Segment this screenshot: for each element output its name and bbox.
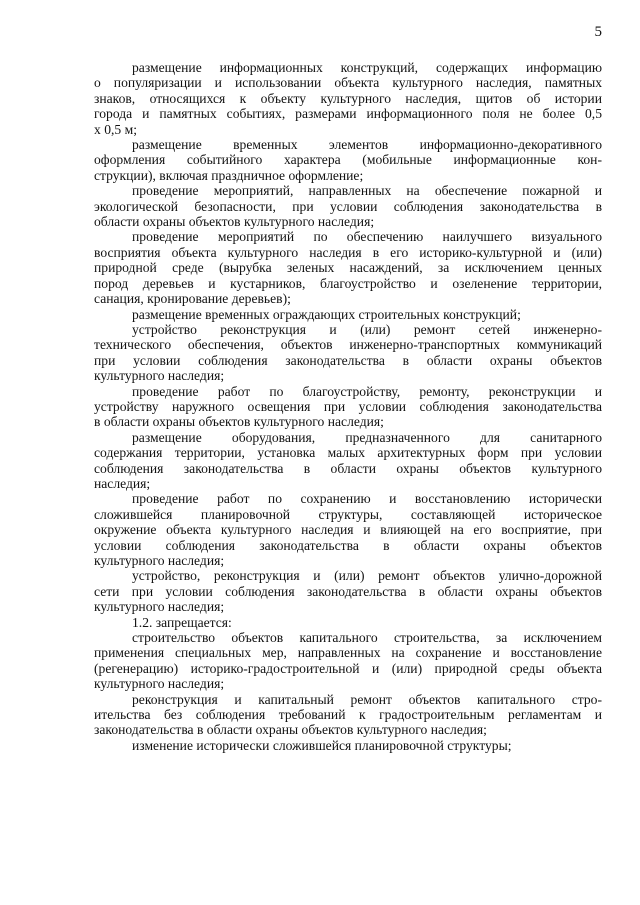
text-line: культурного наследия; bbox=[94, 676, 225, 692]
text-line: (регенерацию) историко-градостроительной и (или) природной среды объекта bbox=[94, 660, 602, 676]
text-line: природной среде (вырубка зеленых насаждений, за исключением ценных bbox=[94, 260, 602, 276]
text-line: изменение исторически сложившейся планировочной структуры; bbox=[132, 737, 512, 753]
paragraph bbox=[94, 491, 602, 568]
text-line: пород деревьев и кустарников, благоустройство и озеленение территории, bbox=[94, 275, 602, 291]
paragraph bbox=[94, 568, 602, 614]
text-line: строительство объектов капитального строительства, за исключением bbox=[132, 630, 602, 646]
text-line: размещение временных ограждающих строительных конструкций; bbox=[132, 306, 521, 322]
text-line: проведение мероприятий по обеспечению наилучшего визуального bbox=[132, 229, 602, 245]
paragraph bbox=[94, 307, 602, 322]
text-line: проведение мероприятий, направленных на обеспечение пожарной и bbox=[132, 183, 602, 199]
text-line: области охраны объектов культурного наследия; bbox=[94, 214, 375, 230]
paragraph bbox=[94, 60, 602, 137]
text-line: устройство реконструкция и (или) ремонт сетей инженерно- bbox=[132, 321, 602, 337]
text-line: ительства без соблюдения требований к градостроительным регламентам и bbox=[94, 707, 602, 723]
text-line: размещение временных элементов информационно-декоративного bbox=[132, 137, 602, 153]
text-line: о популяризации и использовании объекта культурного наследия, памятных bbox=[94, 75, 602, 91]
paragraph bbox=[94, 738, 602, 753]
text-line: восприятия объекта культурного наследия в его историко-культурной и (или) bbox=[94, 244, 602, 260]
page-number: 5 bbox=[594, 24, 602, 40]
text-line: х 0,5 м; bbox=[94, 121, 137, 137]
paragraph bbox=[94, 322, 602, 384]
text-line: санация, кронирование деревьев); bbox=[94, 291, 291, 307]
text-line: наследия; bbox=[94, 475, 151, 491]
text-line: культурного наследия; bbox=[94, 553, 225, 568]
paragraph bbox=[94, 430, 602, 492]
document-body bbox=[94, 60, 602, 753]
text-line: в области охраны объектов культурного наследия; bbox=[94, 414, 384, 430]
paragraph bbox=[94, 137, 602, 183]
text-line: знаков, относящихся к объекту культурного наследия, щитов об истории bbox=[94, 90, 602, 106]
text-line: содержания территории, установка малых архитектурных форм при условии bbox=[94, 445, 602, 461]
paragraph bbox=[94, 630, 602, 692]
paragraph bbox=[94, 615, 602, 630]
text-line: сложившейся планировочной структуры, составляющей историческое bbox=[94, 506, 602, 522]
text-line: проведение работ по сохранению и восстановлению исторически bbox=[132, 491, 602, 507]
text-line: экологической безопасности, при условии соблюдения законодательства в bbox=[94, 198, 602, 214]
text-line: реконструкция и капитальный ремонт объектов капитального стро- bbox=[132, 691, 602, 707]
text-line: культурного наследия; bbox=[94, 368, 225, 384]
text-line: условии соблюдения законодательства в области охраны объектов bbox=[94, 537, 602, 553]
text-line: при условии соблюдения законодательства в области охраны объектов bbox=[94, 352, 602, 368]
text-line: окружение объекта культурного наследия и влияющей на его восприятие, при bbox=[94, 522, 602, 538]
paragraph bbox=[94, 183, 602, 229]
paragraph bbox=[94, 229, 602, 306]
text-line: устройству наружного освещения при условии соблюдения законодательства bbox=[94, 398, 602, 414]
text-line: размещение оборудования, предназначенного для санитарного bbox=[132, 429, 602, 445]
text-line: законодательства в области охраны объектов культурного наследия; bbox=[94, 722, 487, 738]
text-line: культурного наследия; bbox=[94, 599, 225, 615]
paragraph bbox=[94, 692, 602, 738]
text-line: сети при условии соблюдения законодательства в области охраны объектов bbox=[94, 583, 602, 599]
text-line: струкции), включая праздничное оформление; bbox=[94, 167, 364, 183]
text-line: размещение информационных конструкций, содержащих информацию bbox=[132, 60, 602, 75]
text-line: оформления событийного характера (мобильные информационные кон- bbox=[94, 152, 602, 168]
text-line: соблюдения законодательства в области охраны объектов культурного bbox=[94, 460, 602, 476]
text-line: применения специальных мер, направленных на сохранение и восстановление bbox=[94, 645, 602, 661]
text-line: технического обеспечения, объектов инженерно-транспортных коммуникаций bbox=[94, 337, 602, 353]
paragraph bbox=[94, 384, 602, 430]
text-line: города и памятных событиях, размерами информационного поля не более 0,5 bbox=[94, 106, 602, 122]
text-line: устройство, реконструкция и (или) ремонт объектов улично-дорожной bbox=[132, 568, 602, 584]
text-line: 1.2. запрещается: bbox=[132, 614, 232, 630]
text-line: проведение работ по благоустройству, ремонту, реконструкции и bbox=[132, 383, 602, 399]
